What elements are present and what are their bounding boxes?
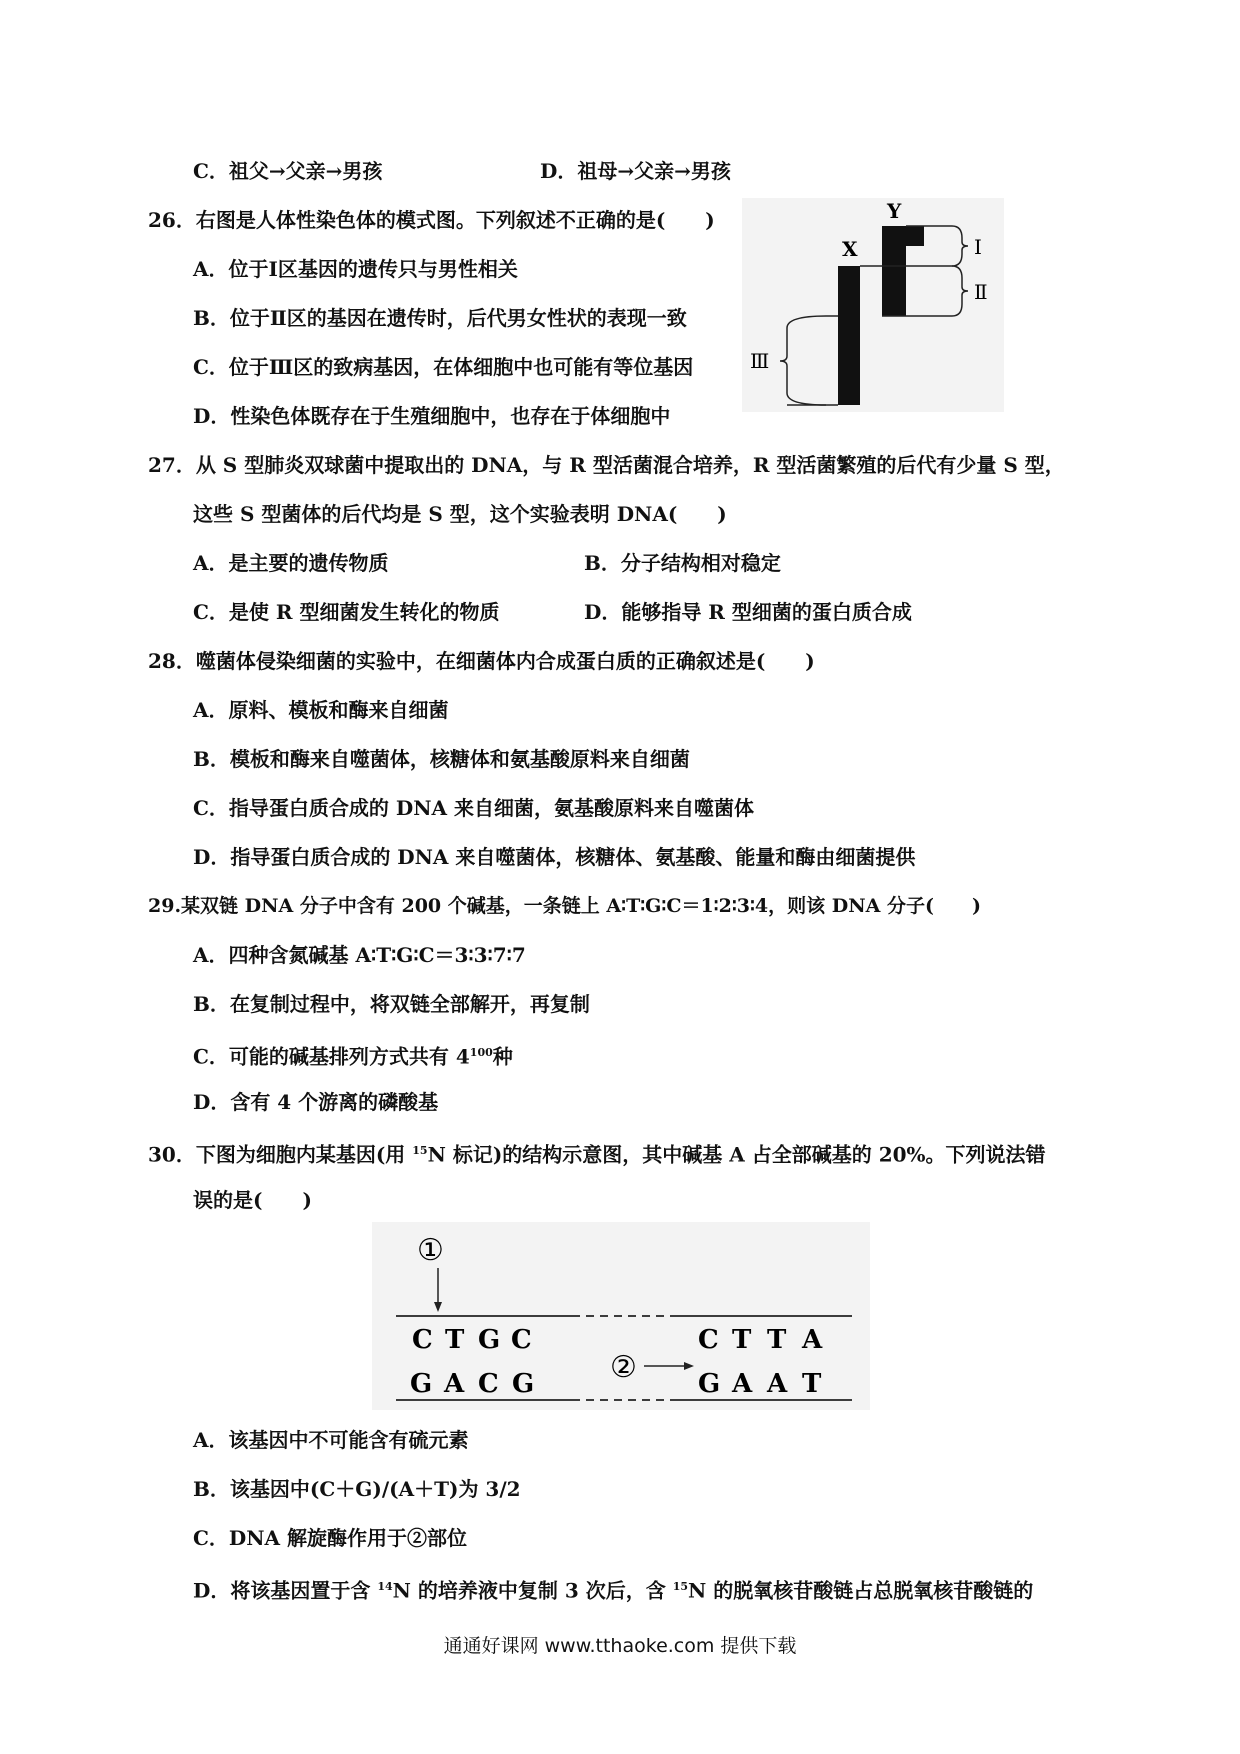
base-bottom-left-3: C [478, 1369, 499, 1399]
region-1-label: Ⅰ [974, 235, 982, 259]
q27-option-b: B．分子结构相对稳定 [584, 551, 781, 575]
page-footer: 通通好课网 www.tthaoke.com 提供下载 [443, 1635, 797, 1657]
q29-option-c [193, 1040, 513, 1070]
x-chromosome [838, 266, 860, 405]
base-top-left-2: T [445, 1325, 465, 1355]
q30-stem-text: 30．下图为细胞内某基因(用 [148, 1142, 413, 1167]
q28-option-b: B．模板和酶来自噬菌体，核糖体和氨基酸原料来自细菌 [193, 747, 690, 771]
marker-1: ① [417, 1233, 444, 1268]
q30-option-d-text3: N 的脱氧核苷酸链占总脱氧核苷酸链的 [688, 1578, 1034, 1603]
q27-option-a: A．是主要的遗传物质 [193, 551, 389, 575]
y-label: Y [887, 199, 902, 223]
base-bottom-right-1: G [698, 1369, 721, 1399]
region-2-label: Ⅱ [974, 280, 988, 304]
y-chromosome-top [882, 226, 924, 246]
q29-option-c-suffix: 种 [492, 1044, 513, 1069]
q28-option-a: A．原料、模板和酶来自细菌 [193, 698, 449, 722]
q26-option-d: D．性染色体既存在于生殖细胞中，也存在于体细胞中 [193, 404, 671, 428]
q29-option-d: D．含有 4 个游离的磷酸基 [193, 1090, 439, 1114]
region-3-label: Ⅲ [750, 349, 770, 373]
q27-option-c: C．是使 R 型细菌发生转化的物质 [193, 600, 500, 624]
base-top-left-4: C [511, 1325, 532, 1355]
base-bottom-right-2: A [732, 1369, 753, 1399]
dna-structure-figure [372, 1222, 870, 1410]
q30-stem-text-cont: N 标记)的结构示意图，其中碱基 A 占全部碱基的 20%。下列说法错 [427, 1142, 1046, 1167]
base-top-right-4: A [802, 1325, 823, 1355]
q29-stem: 29.某双链 DNA 分子中含有 200 个碱基，一条链上 A∶T∶G∶C＝1∶2∶3∶4，则该 DNA 分子( ) [148, 895, 981, 917]
sex-chromosome-figure [742, 198, 1004, 412]
q30-option-b: B．该基因中(C＋G)/(A＋T)为 3/2 [193, 1477, 521, 1501]
q30-option-d-text: D．将该基因置于含 [193, 1578, 378, 1603]
marker-2: ② [610, 1350, 637, 1385]
q29-option-c-text: C．可能的碱基排列方式共有 4 [193, 1044, 470, 1069]
base-bottom-left-2: A [444, 1369, 465, 1399]
q28-option-d: D．指导蛋白质合成的 DNA 来自噬菌体，核糖体、氨基酸、能量和酶由细菌提供 [193, 845, 916, 869]
base-bottom-left-4: G [512, 1369, 535, 1399]
q27-option-d: D．能够指导 R 型细菌的蛋白质合成 [584, 600, 912, 624]
x-label: X [842, 237, 858, 261]
q26-option-c: C．位于Ⅲ区的致病基因，在体细胞中也可能有等位基因 [193, 355, 694, 379]
q30-option-d-sup1: 14 [377, 1580, 393, 1593]
q30-option-d-sup2: 15 [672, 1580, 688, 1593]
base-bottom-left-1: G [410, 1369, 433, 1399]
q25-option-d: D．祖母→父亲→男孩 [540, 159, 731, 183]
q30-option-c: C．DNA 解旋酶作用于②部位 [193, 1526, 468, 1550]
q30-stem-line2: 误的是( ) [193, 1188, 312, 1212]
q28-stem: 28．噬菌体侵染细菌的实验中，在细菌体内合成蛋白质的正确叙述是( ) [148, 649, 815, 673]
base-bottom-right-3: A [767, 1369, 788, 1399]
base-top-left-1: C [412, 1325, 433, 1355]
q30-stem-sup: 15 [412, 1144, 428, 1157]
q26-option-b: B．位于Ⅱ区的基因在遗传时，后代男女性状的表现一致 [193, 306, 687, 330]
q26-stem: 26．右图是人体性染色体的模式图。下列叙述不正确的是( ) [148, 208, 715, 232]
sex-chromosome-diagram [742, 198, 1004, 412]
base-top-right-3: T [767, 1325, 787, 1355]
base-top-right-1: C [698, 1325, 719, 1355]
q29-option-a: A．四种含氮碱基 A∶T∶G∶C＝3∶3∶7∶7 [193, 943, 526, 967]
q30-option-a: A．该基因中不可能含有硫元素 [193, 1428, 469, 1452]
q25-option-c: C．祖父→父亲→男孩 [193, 159, 383, 183]
q27-stem-line1: 27．从 S 型肺炎双球菌中提取出的 DNA，与 R 型活菌混合培养，R 型活菌繁殖的后代有少量 S 型， [148, 453, 1065, 477]
base-top-right-2: T [732, 1325, 752, 1355]
dna-structure-diagram [372, 1222, 870, 1410]
q30-option-d [193, 1574, 1033, 1604]
q29-option-b: B．在复制过程中，将双链全部解开，再复制 [193, 992, 590, 1016]
q30-stem-line1 [148, 1138, 1046, 1168]
base-bottom-right-4: T [802, 1369, 822, 1399]
q27-stem-line2: 这些 S 型菌体的后代均是 S 型，这个实验表明 DNA( ) [193, 502, 727, 526]
q30-option-d-text2: N 的培养液中复制 3 次后，含 [392, 1578, 673, 1603]
base-top-left-3: G [478, 1325, 501, 1355]
q28-option-c: C．指导蛋白质合成的 DNA 来自细菌，氨基酸原料来自噬菌体 [193, 796, 754, 820]
q29-option-c-exponent: 100 [469, 1046, 493, 1059]
q26-option-a: A．位于Ⅰ区基因的遗传只与男性相关 [193, 257, 518, 281]
